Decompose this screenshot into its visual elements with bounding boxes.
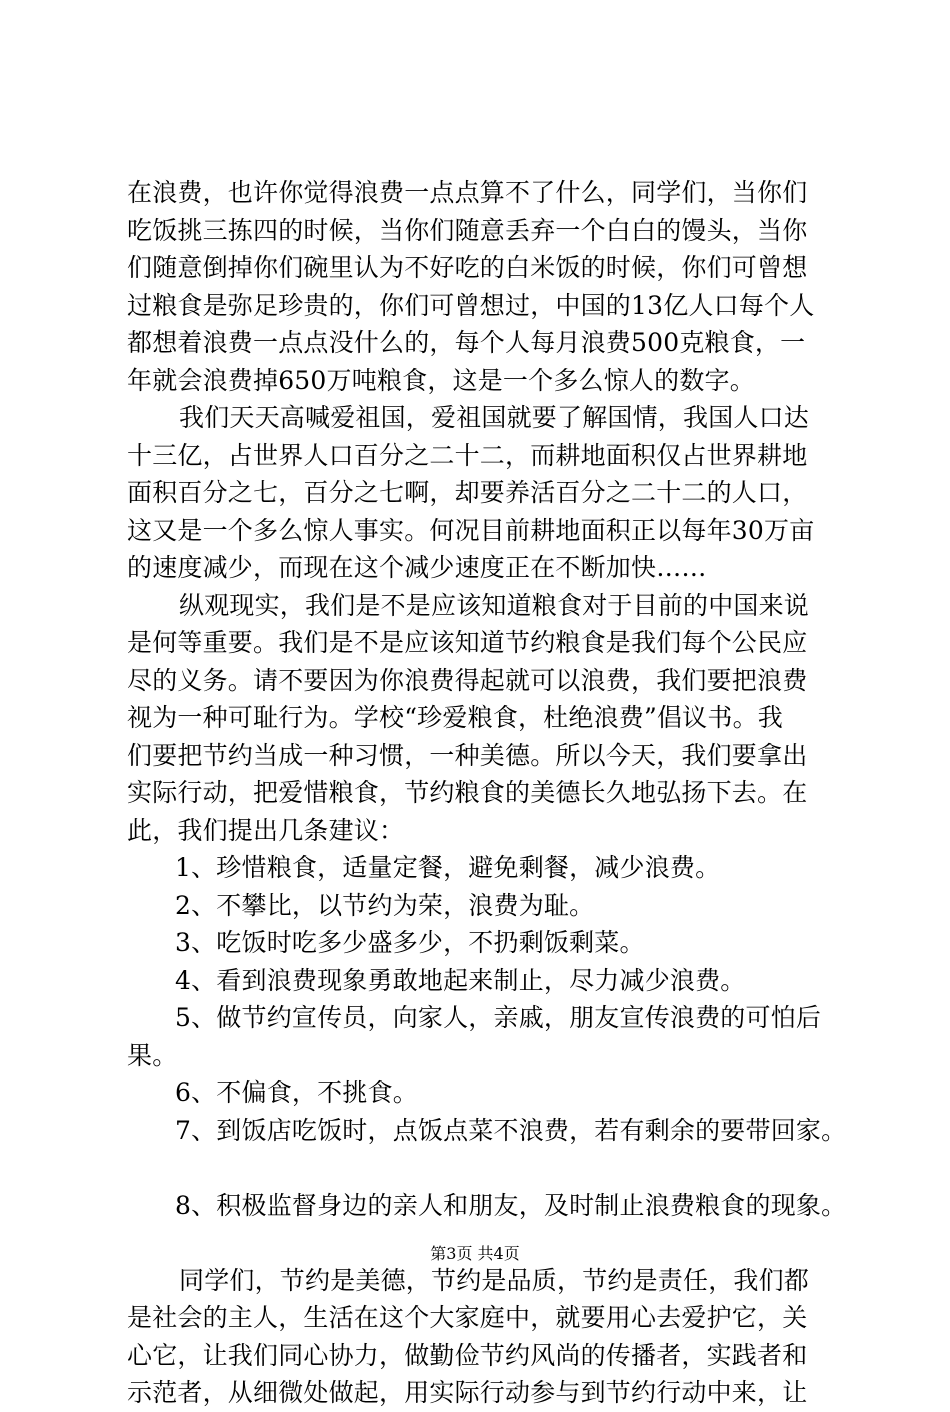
text-line: 是社会的主人，生活在这个大家庭中，就要用心去爱护它，关: [127, 1303, 808, 1332]
text-line: 的速度减少，而现在这个减少速度正在不断加快……: [127, 553, 707, 582]
suggestion-item: 7、到饭店吃饭时，点饭点菜不浪费，若有剩余的要带回家。: [175, 1115, 847, 1145]
blank-line: [127, 1149, 839, 1187]
text-line: 是何等重要。我们是不是应该知道节约粮食是我们每个公民应: [127, 628, 808, 657]
suggestion-item: 3、吃饭时吃多少盛多少，不扔剩饭剩菜。: [175, 928, 645, 957]
text-line: 面积百分之七，百分之七啊，却要养活百分之二十二的人口，: [127, 478, 808, 507]
suggestion-item: 8、积极监督身边的亲人和朋友，及时制止浪费粮食的现象。: [175, 1190, 847, 1220]
text-line: 同学们，节约是美德，节约是品质，节约是责任，我们都: [179, 1265, 810, 1295]
text-line: 心它，让我们同心协力，做勤俭节约风尚的传播者，实践者和: [127, 1340, 808, 1370]
suggestion-item: 4、看到浪费现象勇敢地起来制止，尽力减少浪费。: [175, 965, 746, 995]
text-line: 此，我们提出几条建议：: [127, 815, 405, 845]
text-line: 在浪费，也许你觉得浪费一点点算不了什么，同学们，当你们: [127, 178, 808, 207]
text-line: 们要把节约当成一种习惯，一种美德。所以今天，我们要拿出: [127, 740, 808, 770]
suggestion-item: 1、珍惜粮食，适量定餐，避免剩餐，减少浪费。: [175, 853, 721, 882]
text-line: 视为一种可耻行为。学校“珍爱粮食，杜绝浪费”倡议书。我: [127, 703, 783, 732]
text-line: 我们天天高喊爱祖国，爱祖国就要了解国情，我国人口达: [179, 403, 810, 432]
document-body: [127, 174, 847, 1412]
text-line: 都想着浪费一点点没什么的，每个人每月浪费500克粮食，一: [127, 328, 806, 357]
suggestion-item: 5、做节约宣传员，向家人，亲戚，朋友宣传浪费的可怕后: [175, 1003, 822, 1032]
page-footer: 第3页 共4页: [430, 1244, 520, 1263]
text-line: 十三亿，占世界人口百分之二十二，而耕地面积仅占世界耕地: [127, 440, 808, 470]
text-line: 过粮食是弥足珍贵的，你们可曾想过，中国的13亿人口每个人: [127, 290, 815, 320]
text-line: 尽的义务。请不要因为你浪费得起就可以浪费，我们要把浪费: [127, 665, 808, 695]
text-line: 这又是一个多么惊人事实。何况目前耕地面积正以每年30万亩: [127, 515, 815, 545]
text-line: 们随意倒掉你们碗里认为不好吃的白米饭的时候，你们可曾想: [127, 253, 808, 282]
text-line: 吃饭挑三拣四的时候，当你们随意丢弃一个白白的馒头，当你: [127, 215, 808, 245]
text-line: 果。: [127, 1040, 178, 1070]
text-line: 纵观现实，我们是不是应该知道粮食对于目前的中国来说: [179, 590, 810, 620]
text-line: 示范者，从细微处做起，用实际行动参与到节约行动中来，让: [127, 1378, 808, 1407]
suggestion-item: 2、不攀比，以节约为荣，浪费为耻。: [175, 890, 595, 920]
suggestion-item: 6、不偏食，不挑食。: [175, 1078, 418, 1107]
text-line: 实际行动，把爱惜粮食，节约粮食的美德长久地弘扬下去。在: [127, 778, 808, 807]
text-line: 年就会浪费掉650万吨粮食，这是一个多么惊人的数字。: [127, 365, 755, 395]
